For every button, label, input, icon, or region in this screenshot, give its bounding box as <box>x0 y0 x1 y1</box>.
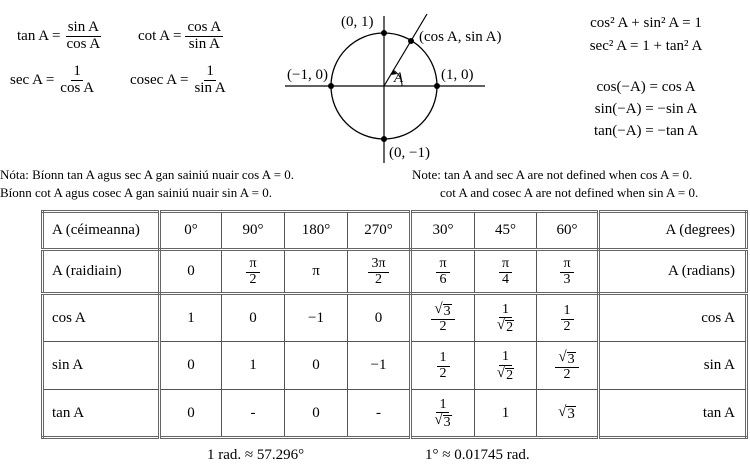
sqrt-sign: √ <box>496 364 506 381</box>
row-label: sin A <box>43 342 160 390</box>
sqrt-sign: √ <box>558 348 567 365</box>
label-left: (−1, 0) <box>287 67 328 83</box>
table-cell: $\frac{\pi}{3}$ <box>537 250 599 294</box>
point-left <box>328 83 334 89</box>
sec-definition: sec A = $\frac{1}{\text{cos A}}$ <box>10 63 95 96</box>
table-cell: - <box>222 390 285 438</box>
table-cell: $\frac{\pi}{6}$ <box>411 250 475 294</box>
pythagorean-identity-2: sec² A = 1 + tan² A <box>589 38 703 54</box>
row-cos <box>43 294 747 342</box>
row-label-right: A (radians) <box>599 250 747 294</box>
table-cell: √ 3 2 <box>411 294 475 342</box>
radian-conversion: 1 rad. ≈ 57.296° <box>207 447 305 463</box>
row-label: A (raidiain) <box>43 250 160 294</box>
table-cell: π <box>285 250 348 294</box>
table-cell: 0 <box>285 342 348 390</box>
row-label: A (céimeanna) <box>43 212 160 250</box>
degree-conversion: 1° ≈ 0.01745 rad. <box>425 447 530 463</box>
table-cell: 60° <box>537 212 599 250</box>
table-cell: √ 3 <box>537 390 599 438</box>
table-cell: 1 <box>475 390 537 438</box>
row-label: cos A <box>43 294 160 342</box>
table-cell: 1 √ 2 <box>475 294 537 342</box>
point-bottom <box>381 136 387 142</box>
radius-line <box>384 14 427 86</box>
table-cell: 270° <box>348 212 411 250</box>
table-cell: 0 <box>160 390 222 438</box>
table-cell: 0 <box>222 294 285 342</box>
table-cell: 0 <box>348 294 411 342</box>
sqrt-sign: √ <box>434 301 443 318</box>
table-cell: $\frac{3\pi}{2}$ <box>348 250 411 294</box>
point-right <box>434 83 440 89</box>
table-cell: 1 <box>160 294 222 342</box>
negative-cos-identity: cos(−A) = cos A <box>596 79 696 95</box>
table-cell: −1 <box>285 294 348 342</box>
point-cos-sin <box>408 38 414 44</box>
note-irish-line-2: Bíonn cot A agus cosec A gan sainiú nuair sin A = 0. <box>0 185 273 200</box>
sqrt-sign: √ <box>496 317 506 334</box>
tan-definition: tan A = $\frac{\text{sin A}}{\text{cos A}}$ <box>17 19 101 52</box>
label-angle: A <box>394 70 404 86</box>
negative-tan-identity: tan(−A) = −tan A <box>593 123 699 139</box>
table-cell: 45° <box>475 212 537 250</box>
table-cell: - <box>348 390 411 438</box>
table-cell: 30° <box>411 212 475 250</box>
row-label: tan A <box>43 390 160 438</box>
table-cell: $\frac{\pi}{2}$ <box>222 250 285 294</box>
row-label-right: sin A <box>599 342 747 390</box>
table-cell: $\frac{1}{2}$ <box>411 342 475 390</box>
row-radians <box>43 250 747 294</box>
row-label-right: A (degrees) <box>599 212 747 250</box>
row-sin <box>43 342 747 390</box>
table-cell: 180° <box>285 212 348 250</box>
table-cell: 90° <box>222 212 285 250</box>
row-tan <box>43 390 747 438</box>
note-english-line-1: Note: tan A and sec A are not defined when cos A = 0. <box>412 167 693 182</box>
negative-sin-identity: sin(−A) = −sin A <box>594 101 698 117</box>
row-degrees <box>43 212 747 250</box>
point-top <box>381 30 387 36</box>
row-label-right: tan A <box>599 390 747 438</box>
pythagorean-identity-1: cos² A + sin² A = 1 <box>590 15 702 31</box>
table-cell: $\frac{\pi}{4}$ <box>475 250 537 294</box>
table-cell: 0 <box>285 390 348 438</box>
label-point: (cos A, sin A) <box>419 29 502 45</box>
label-right: (1, 0) <box>441 67 474 83</box>
table-cell: 0° <box>160 212 222 250</box>
table-cell: 1 √ 3 <box>411 390 475 438</box>
label-top: (0, 1) <box>341 14 374 30</box>
note-irish-line-1: Nóta: Bíonn tan A agus sec A gan sainiú nuair cos A = 0. <box>0 167 295 182</box>
sqrt-sign: √ <box>558 404 567 420</box>
sqrt-sign: √ <box>434 412 443 429</box>
cosec-definition: cosec A = $\frac{1}{\text{sin A}}$ <box>130 63 226 96</box>
table-cell: √ 3 2 <box>537 342 599 390</box>
note-english-line-2: cot A and cosec A are not defined when sin A = 0. <box>440 185 699 200</box>
trig-values-table <box>41 210 748 439</box>
table-cell: $\frac{1}{2}$ <box>537 294 599 342</box>
table-cell: −1 <box>348 342 411 390</box>
row-label-right: cos A <box>599 294 747 342</box>
table-cell: 0 <box>160 250 222 294</box>
label-bottom: (0, −1) <box>389 145 430 161</box>
table-cell: 1 <box>222 342 285 390</box>
table-cell: 0 <box>160 342 222 390</box>
table-cell: 1 √ 2 <box>475 342 537 390</box>
cot-definition: cot A = $\frac{\text{cos A}}{\text{sin A}}$ <box>138 19 222 52</box>
